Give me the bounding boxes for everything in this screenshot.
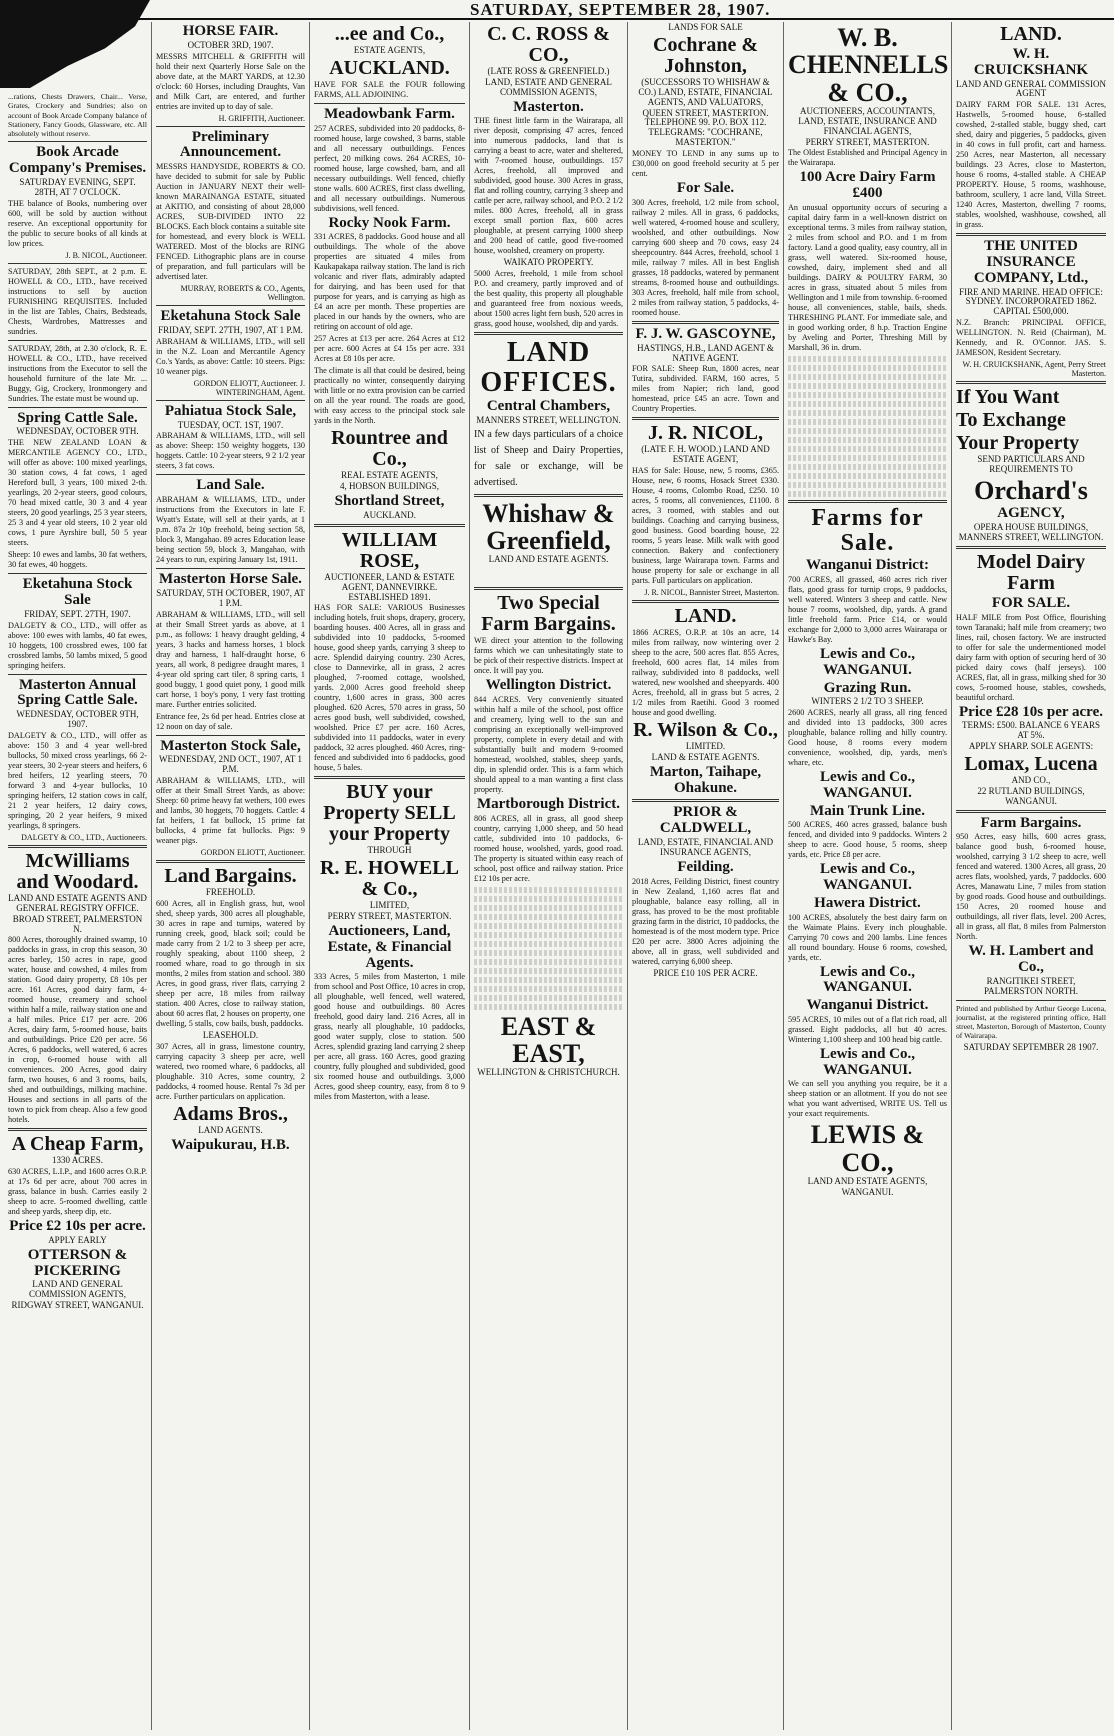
divider [8,1128,147,1131]
text-filler [788,356,947,497]
insurance-body: N.Z. Branch: PRINCIPAL OFFICE, WELLINGTON. N. Reid (Chairman), M. Kennedy, and R. O'Connor. JAS. S. JAMESON, Resident Secretary. [956,318,1106,358]
chennells-tagline: The Oldest Established and Principal Agency in the Wairarapa. [788,148,947,168]
divider [632,417,779,420]
divider [956,810,1106,813]
column-6 [784,22,952,1730]
model-dairy-terms: TERMS: £500. BALANCE 6 YEARS AT 5%. [962,720,1100,741]
main-trunk-heading: Main Trunk Line. [810,802,925,819]
land-bargains-heading: Land Bargains. [164,865,297,888]
divider [8,263,147,264]
lomax-apply: APPLY SHARP. SOLE AGENTS: [968,741,1094,752]
east-address: WELLINGTON & CHRISTCHURCH. [477,1067,620,1078]
saturday-sale-2-body: SATURDAY, 28th, at 2.30 o'clock, R. E. HOWELL & CO., LTD., have received instructions from the Executor to sell the household furniture of the late Mr. ... Buggy, Gig, Crockery, Ironmongery and Sundries. The estate must be wound up. [8,343,147,403]
nicol-sub: (LATE F. H. WOOD.) LAND AND ESTATE AGENT, [641,444,770,465]
cochrane-address: QUEEN STREET, MASTERTON. TELEPHONE 99. P.O. BOX 112. TELEGRAMS: "COCHRANE, MASTERTON." [642,107,769,148]
divider [314,103,465,104]
whishaw-sub: LAND AND ESTATE AGENTS. [488,554,609,565]
adams-bros-heading: Adams Bros., [173,1103,288,1126]
pahiatua-heading: Pahiatua Stock Sale, [164,402,297,419]
howell-address: PERRY STREET, MASTERTON. [327,911,452,922]
for-sale-heading: For Sale. [676,180,735,197]
wanganui-2-footer: We can sell you anything you require, be it a sheep station or an allotment. If you do not see what you want advertised, WRITE US. Tell us your exact requirements. [788,1079,947,1119]
masterton-annual-body: DALGETY & CO., LTD., will offer as above: 150 3 and 4 year well-bred bullocks, 50 mixed cross yearlings, 66 2-year steers, 30 2-year steers and heifers, 6 bred heifers, 12 yearling steers, 70 forward 3 and 4-year bullocks, 10 springing heifers, 12 station cows in calf, 21 2 year heifers, 12 dairy cows, springing, 20 2 year heifers, 9 mixed yearlings, 8 springers. [8,730,147,830]
nicol-heading: J. R. NICOL, [647,422,763,445]
lewis-sub: LAND AND ESTATE AGENTS, [807,1176,928,1187]
wellington-district-body: 844 ACRES. Very conveniently situated within half a mile of the school, post office and creamery, lying well to the sun and comprising an exceptionally well-improved property, complete in every detail and with substantially built and modern 9-roomed homestead, woolshed, stables, sheep yards, dip, in splendid order. This is a farm which should appeal to a man wanting a first class property. [474,694,623,794]
pahiatua-date: TUESDAY, OCT. 1ST, 1907. [177,419,284,430]
divider [474,332,623,335]
insurance-sub: FIRE AND MARINE. HEAD OFFICE: SYDNEY. INCORPORATED 1862. CAPITAL £500,000. [959,286,1103,317]
want-body: SEND PARTICULARS AND REQUIREMENTS TO [977,454,1085,475]
masterton-horse-footer: Entrance fee, 2s 6d per head. Entries close at 12 noon on day of sale. [156,711,305,731]
william-rose-sub: AUCTIONEER, LAND & ESTATE AGENT, DANNEVIRKE. ESTABLISHED 1891. [324,571,455,602]
lewis-heading: LEWIS & CO., [810,1120,925,1177]
spacer [474,566,623,584]
masterton-annual-date: WEDNESDAY, OCTOBER 9TH, 1907. [16,709,139,729]
divider [156,860,305,863]
orchard-heading: Orchard's [974,475,1088,505]
divider [156,474,305,475]
cheap-farm-body: 630 ACRES, L.I.P., and 1600 acres O.R.P. at 17s 6d per acre, about 700 acres in grass, balance in bush. Carries easily 2 sheep to acre. 5-roomed dwelling, cattle and sheep yards, sheep dip, etc. [8,1167,147,1217]
divider [8,573,147,574]
howell-heading: R. E. HOWELL & Co., [320,857,459,901]
spring-cattle-body: THE NEW ZEALAND LOAN & MERCANTILE AGENCY CO., LTD., will offer as above: 100 mixed yearlings, 30 station cows, 4 fat cows, 1 aged Hereford bull, 3 years, 100 mixed 2-th. yearlings, 20 2-year steers, good colours, 70 head mixed cattle, 30 3 and 4 year steers, 20 good yearlings, 25 3 year steers, 25 3 and 4 year old steers, 10 2 year old cows, 1 pure Ayrshire bull, 50 5 year steers. [8,438,147,548]
auckland-agent-body: HAVE FOR SALE the FOUR following FARMS, ALL ADJOINING. [314,79,465,99]
preliminary-body: MESSRS HANDYSIDE, ROBERTS & CO. have decided to submit for sale by Public Auction in JANUARY NEXT their well-known MARAINANGA ESTATE, situated at AKITIO, and consisting of about 28,000 ACRES, SUB-DIVIDED INTO 22 BLOCKS. Each block contains a suitable site for homestead, and every block is WELL WATERED. Most of the blocks are RING FENCED. Lithographic plans are in course of preparation, and full particulars will be advertised later. [156,162,305,282]
divider [8,141,147,142]
hawera-heading: Hawera District. [814,894,921,911]
masthead [0,0,1114,20]
want-line-3: Your Property [956,432,1080,455]
column-2 [152,22,310,1730]
masterton-annual-heading: Masterton Annual Spring Cattle Sale. [17,676,138,709]
divider [8,407,147,408]
divider [156,568,305,569]
land-offices-body: IN a few days particulars of a choice list of Sheep and Dairy Properties, for sale or exchange, will be advertised. [474,428,623,488]
chennells-address: PERRY STREET, MASTERTON. [805,136,930,147]
otterson-sub: LAND AND GENERAL COMMISSION AGENTS, [28,1279,126,1300]
adams-bros-address: Waipukurau, H.B. [171,1136,290,1153]
waikato-body: 5000 Acres, freehold, 1 mile from school P.O. and creamery, partly improved and of the best quality, this property all ploughable and guaranteed free from noxious weeds, about 1500 acres light fern bush, 520 acres in grass, good house, woolshed, dip and yards. [474,269,623,329]
pahiatua-body: ABRAHAM & WILLIAMS, LTD., will sell as above: Sheep: 150 weighty hoggets, 130 hoggets. Cattle: 10 2-year steers, 9 2 1/2 year steers, 3 fat cows. [156,431,305,471]
meadowbank-heading: Meadowbank Farm. [324,105,455,122]
orchard-sub: AGENCY, [997,505,1065,522]
cochrane-sub: (SUCCESSORS TO WHISHAW & CO.) LAND, ESTATE, FINANCIAL AGENTS, AND VALUATORS, [638,76,773,107]
model-dairy-price: Price £28 10s per acre. [959,703,1103,720]
prior-price: PRICE £10 10S PER ACRE. [653,967,758,978]
rountree-address: 4, HOBSON BUILDINGS, [339,481,439,492]
column-1 [4,22,152,1730]
lewis-signature-1: Lewis and Co., WANGANUI. [819,646,916,678]
chennells-sub: AUCTIONEERS, ACCOUNTANTS, LAND, ESTATE, INSURANCE AND FINANCIAL AGENTS, [798,105,937,136]
masthead-date: SATURDAY, SEPTEMBER 28, 1907. [470,0,771,19]
rountree-city: AUCKLAND. [363,509,416,520]
land-heading: LAND. [674,605,737,628]
rocky-nook-body: 331 ACRES, 8 paddocks. Good house and all outbuildings. The whole of the above properties are situated 4 miles from Kaukapakapa railway station. The land is rich volcanic and river flats, admirably adapted for dairying, and has been used for that purpose for years, and is carrying as high as £4 an acre per month. These properties are placed in our hands by the owners, who are retiring on account of old age. [314,232,465,332]
divider [632,321,779,324]
mcwilliams-address: BROAD STREET, PALMERSTON N. [12,913,143,934]
imprint: Printed and published by Arthur George Lucena, journalist, at the registered printing office, Hall street, Masterton, Borough of Masterton, County of Wairarapa. [956,1003,1106,1041]
preliminary-heading: Preliminary Announcement. [179,128,282,161]
divider [956,1000,1106,1001]
cheap-farm-apply: APPLY EARLY [48,1235,107,1246]
masterton-stock-date: WEDNESDAY, 2ND OCT., 1907, AT 1 P.M. [159,754,302,775]
howell-body: 333 Acres, 5 miles from Masterton, 1 mile from school and Post Office, 10 acres in crop, all ploughable, well fenced, well watered, good house and outbuildings. 80 Acres freehold, good dairy land. 216 Acres, all in grass, nearly all ploughable, 10 paddocks, good water supply, close to station. 500 Acres, splendid grazing land carrying 2 sheep per acre, all grass. 160 Acres, good grazing country, fully ploughed and subdivided, good six roomed house and outbuildings. 3,000 Acres, good sheep country, easy, from 8 to 9 miles from Masterton, with a lease. [314,972,465,1102]
land-offices-sub: Central Chambers, [486,398,611,415]
wanganui-2-heading: Wanganui District. [806,997,929,1014]
eketahuna-2-signature: GORDON ELIOTT, Auctioneer. J. WINTERINGHAM, Agent. [193,378,305,397]
prior-sub: LAND, ESTATE, FINANCIAL AND INSURANCE AGENTS, [637,836,774,857]
cochrane-body: MONEY TO LEND in any sums up to £30,000 on good freehold security at 5 per cent. [632,149,779,179]
rountree-street: Shortland Street, [334,493,445,510]
cheap-farm-acres: 1330 ACRES. [51,1155,103,1166]
lewis-signature-2: Lewis and Co., WANGANUI. [819,769,916,801]
rocky-nook-heading: Rocky Nook Farm. [328,214,451,231]
lewis-city: WANGANUI. [841,1186,894,1197]
auckland-agent-sub: ESTATE AGENTS, [353,45,426,55]
horse-fair-heading: HORSE FAIR. [182,23,279,39]
columns [4,22,1110,1730]
divider [632,799,779,802]
william-rose-heading: WILLIAM ROSE, [341,528,438,572]
book-arcade-signature: J. B. NICOL, Auctioneer. [65,250,147,260]
column-3 [310,22,470,1730]
prior-body: 2018 Acres, Feilding District, finest country in New Zealand, 1,160 acres flat and ploughable, balance easy rolling, all in grass, has proved to be the most profitable grazing farm in the district, 10 paddocks, the homestead is of the most modern type. Price £20 per acre. 3800 Acres adjoining the above, all in grass, well subdivided and watered, carrying 6,000 sheep. [632,876,779,966]
column-4 [470,22,628,1730]
saturday-sale-body: SATURDAY, 28th SEPT., at 2 p.m. E. HOWELL & CO., LTD., have received instructions to sell by auction FURNISHING REQUISITES. Included in the list are Tables, Chairs, Bedsteads, Chests, Wardrobes, Mattresses and sundries. [8,266,147,336]
horse-fair-body: MESSRS MITCHELL & GRIFFITH will hold their next Quarterly Horse Sale on the above date, at the MART YARDS, at 12.30 o'clock: 60 Horses, including Draughts, Van and Milk Cart, are entered, and further entries are invited up to day of sale. [156,51,305,111]
divider [156,400,305,401]
grazing-run-heading: Grazing Run. [823,679,912,696]
main-trunk-body: 500 ACRES, 460 acres grassed, balance bush fenced, and divided into 9 paddocks. Winters 2 sheep to acre. Good house, 5 rooms, sheep yards, etc. Price £8 per acre. [788,820,947,860]
land-bargains-body: 600 Acres, all in English grass, hut, wool shed, sheep yards, 300 acres all ploughable, 30 acres in rape and turnips, watered by running creek, good, black soil; could be made carry from 2 1/2 to 3 sheep per acre, roughly speaking, about 1100 sheep, 2 roomed whare, road to go through in six months, 2 miles from station and school. 380 Acres, in good grass, river flats, carrying 2 sheep per acre, 18 miles from railway station. 400 Acres, close to railway station, about 60 acres flat, 2 houses on property, one dwelling, 5 stalls, cow bails, bush, paddocks. [156,899,305,1029]
rountree-sub: REAL ESTATE AGENTS, [341,470,438,481]
mcwilliams-sub: LAND AND ESTATE AGENTS AND GENERAL REGISTRY OFFICE. [8,892,147,913]
land-top-heading: LAND. [1000,23,1062,45]
wanganui-district-body: 700 ACRES, all grassed, 460 acres rich river flats, good grass for turnip crops, 9 paddocks, well watered. Winters 3 sheep and cattle. New house 7 rooms, woolshed, dip, yards. A grand little freehold farm. Price £14, or would exchange for 2,000 to 3,000 acres Wairarapa or Hawke's Bay. [788,575,947,645]
two-special-heading: Two Special Farm Bargains. [481,592,616,636]
insurance-heading: THE UNITED INSURANCE COMPANY, Ltd., [973,238,1089,286]
ross-role: LAND, ESTATE AND GENERAL COMMISSION AGENTS, [485,76,612,97]
rocky-nook-prices: 257 Acres at £13 per acre. 264 Acres at £12 per acre. 600 Acres at £4 15s per acre. 331 Acres at £8 10s per acre. [314,334,465,364]
land-bargains-leasehold: LEASEHOLD. [202,1030,259,1041]
martborough-body: 806 ACRES, all in grass, all good sheep country, carrying 1,000 sheep, and 50 head cattle, subdivided into 10 paddocks, 6-roomed house, woolshed, yards, good road. The property is situated within easy reach of school, post office and railway station. Price £12 10s per acre. [474,813,623,883]
divider [156,735,305,736]
gascoyne-body: FOR SALE: Sheep Run, 1800 acres, near Tutira, subdivided. FARM, 160 acres, 5 miles from Napier; rich land, good homestead, price £45 an acre. Town and Country Properties. [632,364,779,414]
divider [156,126,305,127]
book-arcade-body: THE balance of Books, numbering over 600, will be sold by auction without reserve. An exceptional opportunity for the public to secure books of all kinds at low prices. [8,198,147,248]
masterton-stock-body: ABRAHAM & WILLIAMS, LTD., will offer at their Small Street Yards, as above: Sheep: 60 prime heavy fat wethers, 100 ewes and lambs, 30 hoggets, 70 hoggets. Cattle: 4 fat heifers, 1 fat bullock, 15 prime fat bullocks, 4 prime fat bullocks. Pigs: 9 weaner pigs. [156,776,305,846]
ad-fragment: ...rations, Chests Drawers, Chair... Verse, Grates, Crockery and Sundries; also on account of Book Arcade Company balance of Stationery, Fancy Goods, Glassware, etc. All absolutely without reserve. [8,92,147,138]
divider [956,233,1106,236]
divider [788,500,947,503]
masterton-stock-signature: GORDON ELIOTT, Auctioneer. [200,848,305,858]
masterton-stock-heading: Masterton Stock Sale, [160,737,301,754]
masterton-horse-date: SATURDAY, 5TH OCTOBER, 1907, AT 1 P.M. [156,587,305,608]
divider [8,340,147,341]
mcwilliams-heading: McWilliams and Woodard. [16,849,139,893]
preliminary-signature: MURRAY, ROBERTS & CO., Agents, Wellington. [180,284,305,303]
martborough-heading: Martborough District. [476,795,621,812]
buy-sell-heading: BUY your Property SELL your Property [323,781,456,846]
eketahuna-date: FRIDAY, SEPT. 27TH, 1907. [24,608,131,619]
lomax-sub: AND CO., [1011,774,1051,785]
dairy-farm-body: An unusual opportunity occurs of securing a capital dairy farm in a well-known district on exceptional terms. 3 miles from railway station, 2 miles from school and P.O. and 1 m from factory. Land a good quality, easy country, all in grass, well watered. Six-roomed house, cowshed, dairy, implement shed and all buildings. DAIRY & POULTRY FARM, 30 acres in grass, situated about 5 miles from Wellington and 1 mile from township. 6-roomed house, all conveniences, stable, bails, sheds. THRESHING PLANT. For immediate sale, and in good working order, 8 h.p. Traction Engine by Aveling and Porter, Threshing Mill by Marshall, 36 in. drum. [788,202,947,352]
grazing-run-body: 2600 ACRES, nearly all grass, all ring fenced and divided into 13 paddocks, 300 acres ploughable, balance rolling and hilly country. Good house, 8 rooms every modern convenience, woolshed, dip, yards, men's whare, etc. [788,708,947,768]
rountree-heading: Rountree and Co., [331,427,448,471]
chennells-heading: W. B. CHENNELLS & CO., [788,23,949,107]
lambert-heading: W. H. Lambert and Co., [968,943,1094,976]
masterton-horse-heading: Masterton Horse Sale. [159,571,302,588]
nicol-body: HAS for Sale: House, new, 5 rooms, £365. House, new, 6 rooms, Hosack Street £330. House, 4 rooms, Colombo Road, £250. 10 acres, 5 rooms, all conveniences, £1100. 8 acres, 3 roomed, with stables and out buildings. Coaching and carrying business, good business. Good boarding house, 22 rooms, 5 years lease. Milk walk with good connection. Bakery and confectionery business, large Wairarapa town. Farms and house property for sale or exchange in all parts. Full particulars on application. [632,466,779,586]
mcwilliams-body: 800 Acres, thoroughly drained swamp, 10 paddocks in grass, in crop this season, 30 acres barley, 150 acres in rape, good water, house and cowshed, 4 miles from station. Good dairy property, £8 10s per acre. 161 Acres, good dairy farm, 4-roomed house, creamery and school within half a mile, railway station one and a half miles. Price £17 per acre. 206 Acres, dairy farm, 5-roomed house, baits and outbuildings. Price £20 per acre. 56 Acres, 6 paddocks, well watered, 6 acres in crop, 6-roomed house with all conveniences. 200 Acres, good dairy farm, two houses, 6 and 3 rooms, bails, shed and outbuildings, milking machine. Houses and sections in all parts of the town to pick from cheap. Also a few good hotels. [8,935,147,1125]
text-filler [474,887,623,1010]
eketahuna-heading: Eketahuna Stock Sale [22,576,133,608]
whishaw-heading: Whishaw & Greenfield, [482,498,615,556]
ross-heading: C. C. ROSS & CO., [487,23,610,66]
prior-heading: PRIOR & CALDWELL, [659,804,752,837]
spring-cattle-date: WEDNESDAY, OCTOBER 9TH. [16,426,139,437]
two-special-body: WE direct your attention to the following farms which we can unhesitatingly state to be pick of their respective districts. Inspect at once. It will pay you. [474,636,623,676]
spring-cattle-sheep: Sheep: 10 ewes and lambs, 30 fat wethers, 30 fat ewes, 40 hoggets. [8,550,147,570]
cruickshank-body: DAIRY FARM FOR SALE. 131 Acres, Hastwells, 5-roomed house, 6-stalled cowshed, 2-stalled stable, buggy shed, cart shed, dairy and piggeries, 5 paddocks, given in 40 cows in full profit, cart and harness. 250 Acres, near Masterton, all necessary buildings. 23 Acres, close to Masterton, house 6 rooms, 4-stalled stable. A CHEAP PROPERTY. House, 5 rooms, washhouse, bathroom, scullery, 1 acre land, Villa Street. 1240 Acres, Masterton, dwelling 7 rooms, stables, woolshed, washhouse, cowshed, all in grass. [956,100,1106,230]
howell-sub: LIMITED, [369,900,410,911]
eketahuna-2-heading: Eketahuna Stock Sale [160,308,301,325]
for-sale-body: 300 Acres, freehold, 1/2 mile from school, railway 2 miles. All in grass, 6 paddocks, well watered, 4-roomed house and scullery, woolshed, and other outbuildings. Now carrying 600 sheep and 70 cows, easy 24 sheepcountry. 844 Acres, freehold, school 1 mile, railway 7 miles. All in best English grasses, 18 paddocks, watered by permanent streams, 8-roomed house and outbuildings. 303 Acres, freehold, half mile from school, 2 miles from railway station, 5 paddocks, 4-roomed house. [632,197,779,317]
william-rose-body: HAS FOR SALE: VARIOUS Businesses including hotels, fruit shops, drapery, grocery, boarding houses. 400 Acres, all in grass and subdivided into 10 paddocks, 5-roomed house, good sheep yards, carrying 3 sheep to acre. Splendid dairying country. 230 Acres, close to Dannevirke, all in grass, 2 acres ploughed, 7-roomed cottage, woolshed, yards. 2,000 Acres good freehold sheep country, 1,600 acres in grass, 300 acres ploughed. 620 Acres, 570 acres in grass, 50 acres good bush, well subdivided, cowshed, woolshed. Price £7 per acre. 160 Acres, subdivided into 11 paddocks, water in every paddock, 32 acres ploughed. 460 Acres, ring-fenced and subdivided into 6 paddocks, good house, 5 bales. [314,603,465,773]
wilson-heading: R. Wilson & Co., [633,719,778,742]
buy-sell-through: THROUGH [367,845,412,856]
book-arcade-heading: Book Arcade Company's Premises. [8,144,147,176]
wanganui-district-heading: Wanganui District: [806,557,929,574]
east-heading: EAST & EAST, [500,1011,597,1069]
eketahuna-2-body: ABRAHAM & WILLIAMS, LTD., will sell in the N.Z. Loan and Mercantile Agency Co.'s Yards, as above: Cattle: 10 steers. Pigs: 10 weaner pigs. [156,336,305,376]
wanganui-2-body: 595 ACRES, 10 miles out of a flat rich road, all grassed. Eight paddocks, all but 40 acres. Wintering 1,100 sheep and 100 head big cattle. [788,1014,947,1044]
otterson-heading: OTTERSON & PICKERING [27,1246,128,1279]
lewis-signature-3: Lewis and Co., WANGANUI. [819,861,916,894]
divider [632,600,779,603]
column-7 [952,22,1110,1730]
wilson-sub: LIMITED. [685,741,726,752]
want-line-1: If You Want [956,386,1060,409]
model-dairy-heading: Model Dairy Farm [976,550,1086,594]
lewis-signature-4: Lewis and Co., WANGANUI. [819,963,916,996]
cruickshank-sub: LAND AND GENERAL COMMISSION AGENT [956,78,1106,99]
ross-sub: (LATE ROSS & GREENFIELD.) [487,66,610,76]
eketahuna-2-date: FRIDAY, SEPT. 27TH, 1907, AT 1 P.M. [158,324,303,335]
divider [314,524,465,527]
horse-fair-signature: H. GRIFFITH, Auctioneer. [218,113,305,123]
eketahuna-body: DALGETY & CO., LTD., will offer as above: 100 ewes with lambs, 40 fat ewes, 10 hoggets, 100 crossbred ewes, 100 fat crossbred lambs, 50 lambs mixed, 5 good springing heifers. [8,620,147,670]
farm-bargains-body: 950 Acres, easy hills, 600 acres grass, balance good bush, 6-roomed house, woolshed, carrying 3 1/2 sheep to acre, well fenced and watered. 1300 Acres, all grass, 20 acres flats, woolshed, yards, 7 paddocks. 600 Acres, Manawatu Line, 7 miles from station by good roads. Good house and outbuildings. 150 Acres, 20 roomed house and outbuildings, all river flats, level. 200 Acres, all in grass, all flat, 8 miles from Palmerston North. [956,832,1106,942]
cheap-farm-price: Price £2 10s per acre. [9,1218,146,1235]
divider [8,845,147,848]
prior-city: Feilding. [677,858,734,875]
lomax-heading: Lomax, Lucena [964,752,1098,775]
farms-for-sale-heading: Farms for Sale. [811,504,924,557]
wellington-district-heading: Wellington District. [485,677,612,694]
cheap-farm-heading: A Cheap Farm, [11,1133,144,1156]
land-sale-heading: Land Sale. [196,477,265,494]
column-5 [628,22,784,1730]
nicol-signature: J. R. NICOL, Bannister Street, Masterton. [644,588,779,598]
model-dairy-for-sale: FOR SALE. [991,594,1071,611]
wilson-role: LAND & ESTATE AGENTS. [651,752,760,763]
divider [8,674,147,675]
imprint-date: SATURDAY SEPTEMBER 28 1907. [963,1041,1099,1052]
wilson-city: Marton, Taihape, Ohakune. [649,763,762,796]
masterton-annual-signature: DALGETY & CO., LTD., Auctioneers. [21,832,147,842]
land-body: 1866 ACRES, O.R.P. at 10s an acre, 14 miles from railway, now wintering over 2 sheep to the acre, 500 acres flat. 855 Acres, freehold, 600 acres flat, 14 miles from railway, subdivided into 8 paddocks, well watered, new woolshed and sheepyards. 400 Acres, freehold, all in grass but 5 acres, 2 1/2 miles from Raetihi. Good 3 roomed house and good dwelling. [632,628,779,718]
lambert-address: RANGITIKEI STREET, PALMERSTON NORTH. [984,975,1078,996]
divider [956,546,1106,549]
insurance-signature: W. H. CRUICKSHANK, Agent, Perry Street Masterton. [962,360,1106,379]
divider [314,776,465,779]
auckland-agent-heading: ...ee and Co., [334,23,445,45]
cochrane-heading: Cochrane & Johnston, [653,33,758,77]
lands-for-sale-top: LANDS FOR SALE [668,22,743,32]
model-dairy-body: HALF MILE from Post Office, flourishing town Taranaki; half mile from creamery; two lines, rail, chosen factory. We are instructed to offer for sale the undermentioned model dairy farm with option of securing herd of 30 picked dairy cows (half jerseys). 100 ACRES, flat, all in grass, milking shed for 30 cows, 5-roomed house, stables, cowsheds, beautiful orchard. [956,612,1106,702]
adams-bros-sub: LAND AGENTS. [198,1125,263,1136]
ross-body: THE finest little farm in the Wairarapa, all river deposit, comprising 47 acres, fenced into numerous paddocks, land that is carrying a beast to acre, water and sheltered, with 7-roomed house, outbuildings. 157 Acres, freehold, all improved and subdivided, good house. 300 Acres in grass, flat and rolling country, carrying 3 sheep and cattle per acre, railway school, and P.O. 2 1/2 miles. 800 Acres, freehold, all in grass except small portion flax, 600 acres ploughable, at present carrying 1000 sheep and 200 head of cattle, good five-roomed house, woolshed, creamery on property. [474,116,623,256]
lomax-address: 22 RUTLAND BUILDINGS, WANGANUI. [977,785,1085,806]
howell-role: Auctioneers, Land, Estate, & Financial Agents. [327,923,452,971]
land-bargains-freehold: FREEHOLD. [205,887,256,898]
divider [156,305,305,306]
want-line-2: To Exchange [956,409,1066,432]
auckland-city: AUCKLAND. [329,56,450,79]
orchard-address: OPERA HOUSE BUILDINGS, MANNERS STREET, WELLINGTON. [958,522,1104,542]
gascoyne-sub: HASTINGS, H.B., LAND AGENT & NATIVE AGENT. [637,342,774,363]
meadowbank-body: 257 ACRES, subdivided into 20 paddocks, 8-roomed house, large cowshed, 3 barns, stable and all necessary outbuildings. Fences perfect, 20 milking cows. 264 ACRES, 10-roomed house, large cowshed, barn, and all necessary outbuildings. Well fenced, chiefly stone walls. 600 ACRES, first class dwelling, and all necessary outbuildings. Numerous subdivisions, well fenced. [314,123,465,213]
horse-fair-date: OCTOBER 3RD, 1907. [187,39,274,50]
rocky-nook-footer: The climate is all that could be desired, being practically no winter, consequently dairying with little or no extra provision can be carried on all the year round. The roads are good, with easy access to the principal stock sale yards in the North. [314,366,465,426]
book-arcade-date: SATURDAY EVENING, SEPT. 28TH, AT 7 O'CLOCK. [19,176,136,197]
ross-city: Masterton. [513,98,584,115]
grazing-run-sub: WINTERS 2 1/2 TO 3 SHEEP. [811,696,924,707]
cruickshank-heading: W. H. CRUICKSHANK [973,46,1089,78]
divider [956,381,1106,384]
hawera-body: 100 ACRES, absolutely the best dairy farm on the Waimate Plains. Every inch ploughable. Carrying 70 cows and 200 lambs. Line fences all round boundary. House 6 rooms, cowshed, yards, etc. [788,912,947,962]
otterson-address: RIDGWAY STREET, WANGANUI. [11,1300,144,1311]
gascoyne-heading: F. J. W. GASCOYNE, [635,325,776,342]
land-offices-address: MANNERS STREET, WELLINGTON. [476,414,621,425]
waikato-heading: WAIKATO PROPERTY. [503,257,594,268]
land-sale-body: ABRAHAM & WILLIAMS, LTD., under instructions from the Executors in late F. Wyatt's Estate, will sell at their yards, at 1 p.m. 87a 2r 10p freehold, being section 58, block 3, Mangahao. 89 acres Education lease being section 59, block 3, Mangahao, with 24 years to run, expiring January 1st, 1911. [156,495,305,565]
divider [474,587,623,590]
land-offices-heading: LAND OFFICES. [480,337,617,398]
dairy-farm-heading: 100 Acre Dairy Farm £400 [799,169,936,202]
spring-cattle-heading: Spring Cattle Sale. [17,409,138,426]
divider [474,494,623,497]
masterton-horse-body: ABRAHAM & WILLIAMS, LTD., will sell at their Small Street yards as above, at 1 p.m., as follows: 1 heavy draught gelding, 4 years, 3 hacks and harness horses, 1 block dray and harness, 1 half-draught horse, 6 years, all work, 8 pedigree draught mares, 1 4-year old spring cart tiler, 8 spring carts, 1 good buggy, 1 good quiet pony, 1 good milk cart horse, 1 boy's pony, 1 very fast trotting mare. Further entries solicited. [156,609,305,709]
farm-bargains-heading: Farm Bargains. [980,814,1082,831]
lewis-signature-5: Lewis and Co., WANGANUI. [819,1045,916,1078]
land-bargains-body-2: 307 Acres, all in grass, limestone country, carrying capacity 3 sheep per acre, well watered, two roomed whare, 6 paddocks, all ploughable. 310 Acres, some country, 2 paddocks, 4 roomed house. Rental 7s 3d per acre. Further particulars on application. [156,1042,305,1102]
